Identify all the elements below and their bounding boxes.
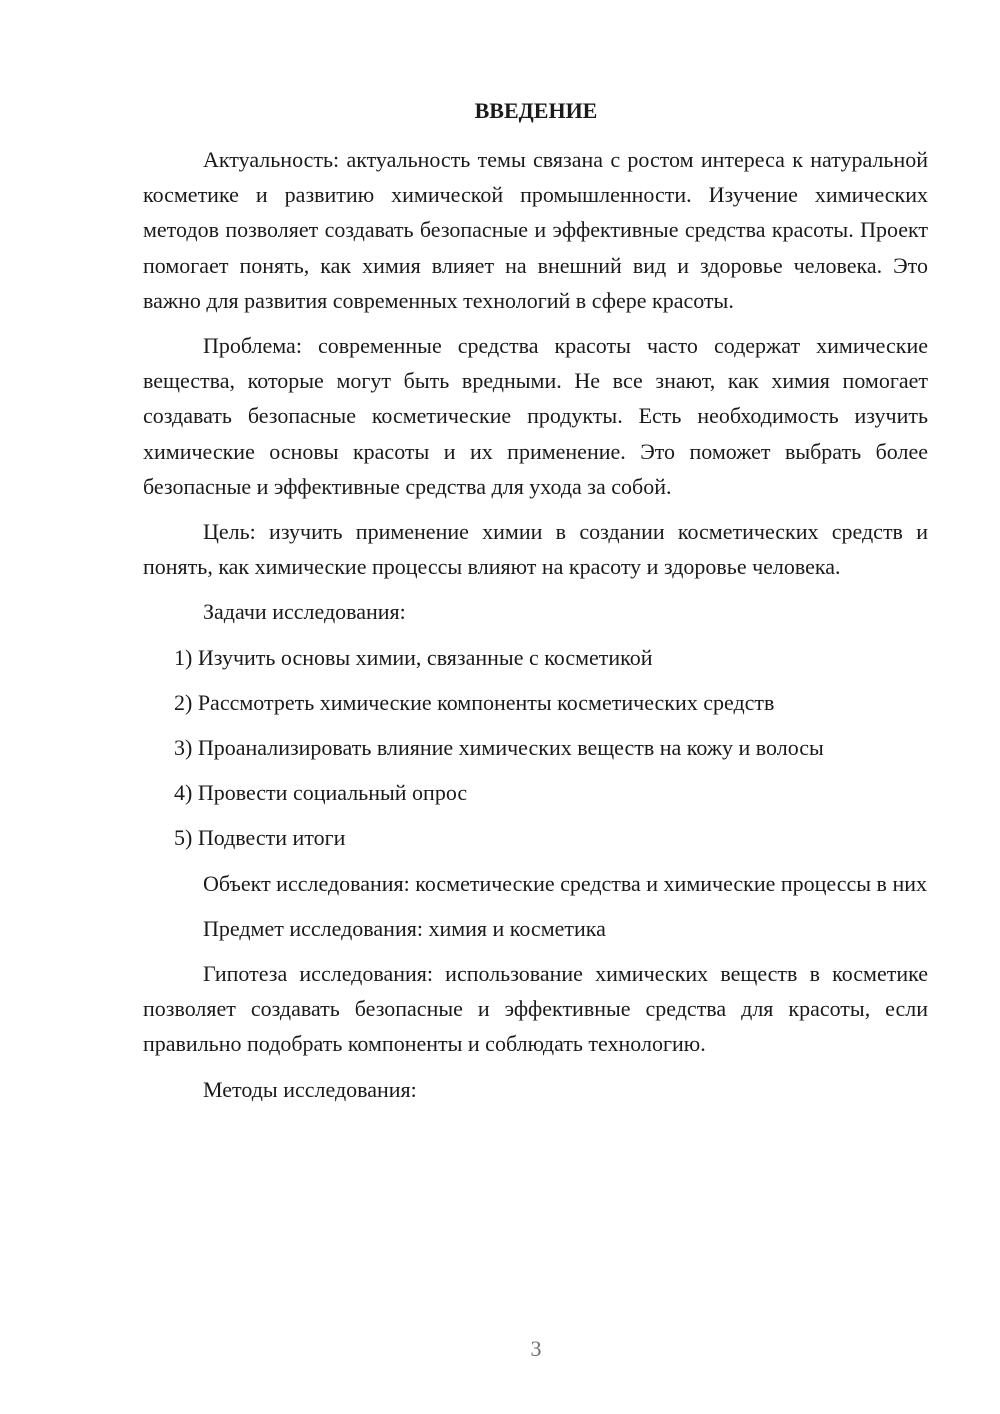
page-title: ВВЕДЕНИЕ xyxy=(474,98,598,123)
object-paragraph: Объект исследования: косметические средства и химические процессы в них xyxy=(203,870,927,896)
methods-heading: Методы исследования: xyxy=(203,1076,417,1102)
subject-paragraph: Предмет исследования: химия и косметика xyxy=(203,915,606,941)
problem-paragraph: Проблема: современные средства красоты часто содержат химические вещества, которые могут быть вредными. Не все знают, как химия помогает создавать безопасные косметические продукты. Есть необходимость изучить химические основы красоты и их применение. Это поможет выбрать более безопасные и эффективные средства для ухода за собой. xyxy=(143,333,928,499)
task-item-3: 3) Проанализировать влияние химических веществ на кожу и волосы xyxy=(174,735,824,761)
goal-paragraph: Цель: изучить применение химии в создании косметических средств и понять, как химические процессы влияют на красоту и здоровье человека. xyxy=(143,519,928,580)
task-item-2: 2) Рассмотреть химические компоненты косметических средств xyxy=(174,689,775,715)
page-number: 3 xyxy=(530,1336,542,1361)
task-item-4: 4) Провести социальный опрос xyxy=(174,780,468,806)
tasks-heading: Задачи исследования: xyxy=(203,599,406,625)
hypothesis-paragraph: Гипотеза исследования: использование химических веществ в косметике позволяет создавать безопасные и эффективные средства для красоты, если правильно подобрать компоненты и соблюдать технологию. xyxy=(143,961,928,1057)
relevance-paragraph: Актуальность: актуальность темы связана с ростом интереса к натуральной косметике и развитию химической промышленности. Изучение химических методов позволяет создавать безопасные и эффективные средства красоты. Проект помогает понять, как химия влияет на внешний вид и здоровье человека. Это важно для развития современных технологий в сфере красоты. xyxy=(143,147,928,313)
task-item-1: 1) Изучить основы химии, связанные с косметикой xyxy=(174,644,653,670)
document-body xyxy=(143,142,928,1117)
task-item-5: 5) Подвести итоги xyxy=(174,825,346,851)
